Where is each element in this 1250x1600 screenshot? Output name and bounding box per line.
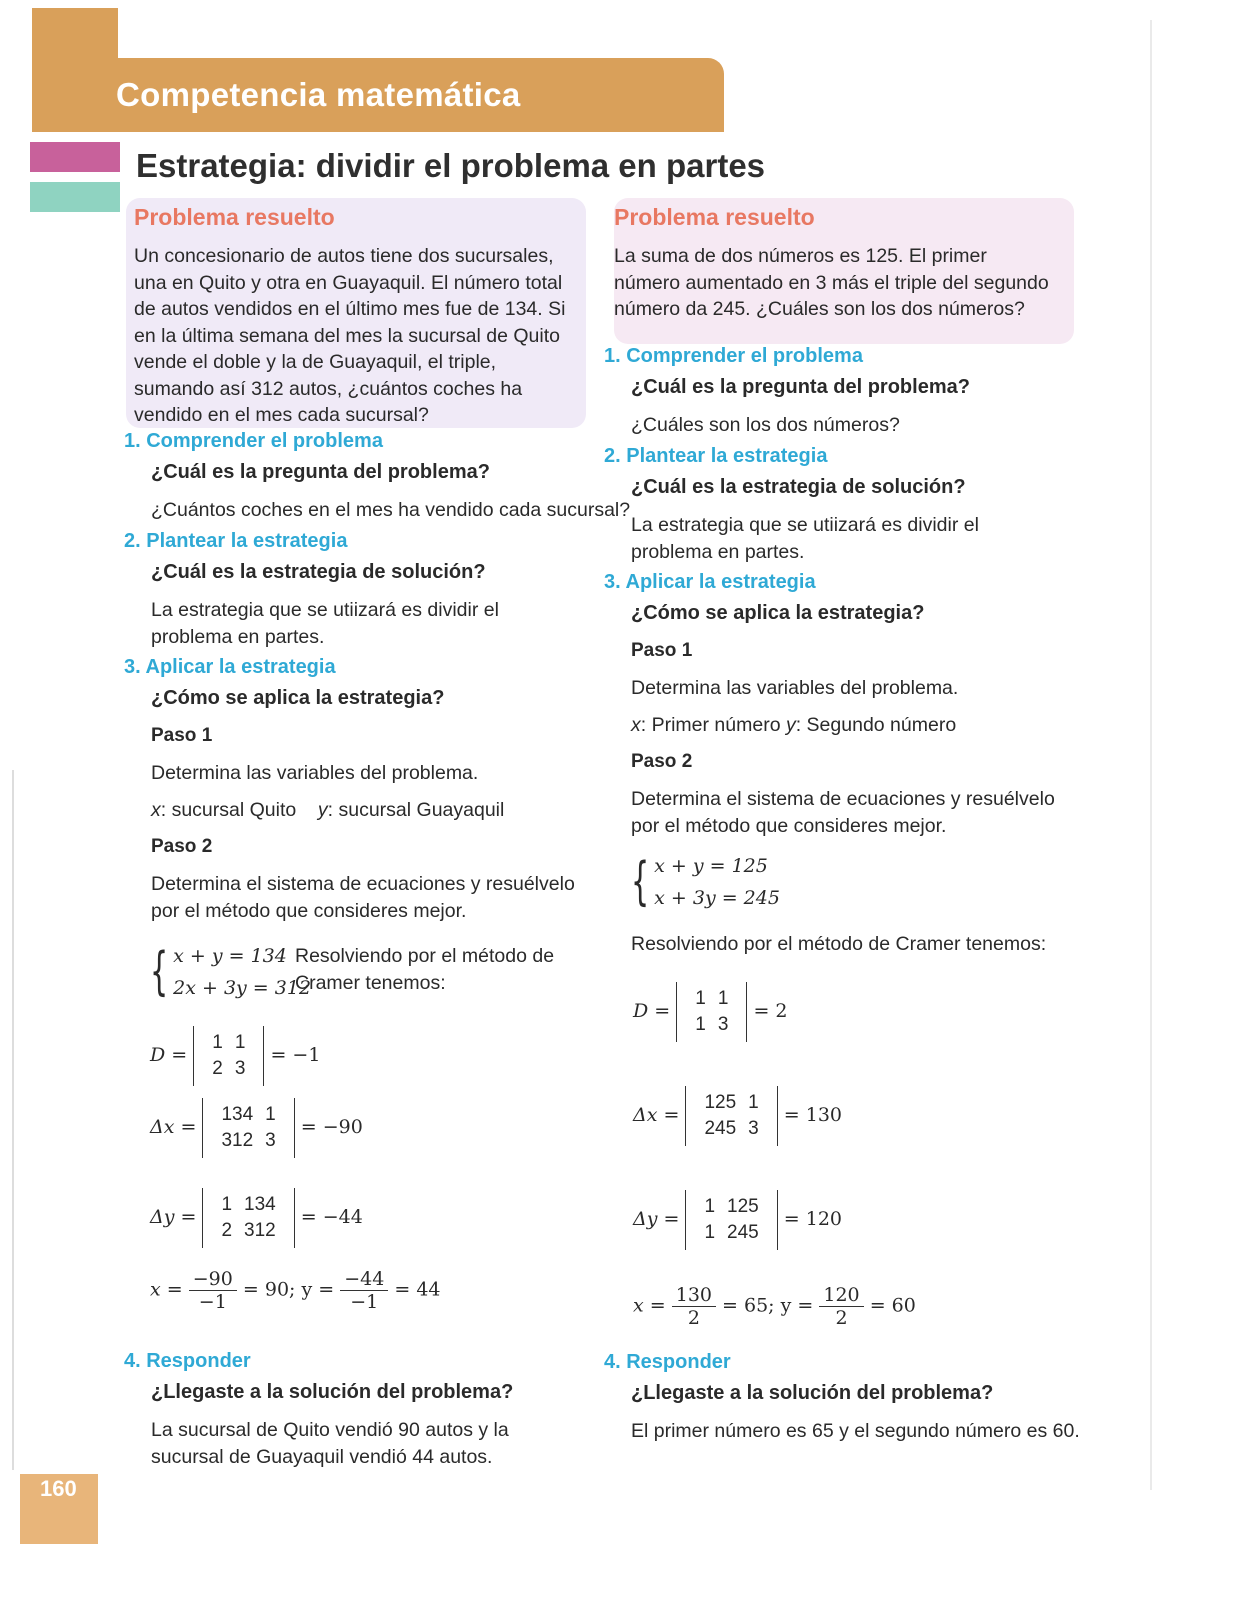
step-label-left-1: Paso 1 [151,725,213,746]
matrix-cell: 1 [717,988,729,1009]
matrix-cell: 312 [244,1220,276,1241]
problem-title-left: Problema resuelto [134,204,335,230]
det-result-right-Dx: = 130 [783,1104,843,1126]
problem-text-left: Un concesionario de autos tiene dos sucursales, una en Quito y otra en Guayaquil. El número total de autos vendidos en el último mes fue de 134. Si en la última semana del mes la sucursal de Quito vende el doble y la de Guayaquil, el triple, sumando así 312 autos, ¿cuántos coches ha vendido en el mes cada sucursal? [134,245,566,426]
determinant-D-left [150,1026,320,1086]
fraction-x-right [672,1284,716,1329]
equation-left-1: x + y = 134 [173,945,287,967]
sol-y-result-left: = 44 [394,1278,441,1301]
matrix-Dx-right [685,1086,777,1146]
matrix-cell: 1 [221,1194,233,1215]
det-label-right-Dy: Δy = [633,1208,680,1230]
determinant-Dy-right [633,1190,842,1250]
matrix-cell: 1 [695,988,706,1009]
det-result-right-D: = 2 [753,1000,788,1022]
sol-y-result-right: = 60 [869,1294,916,1317]
banner-title: Competencia matemática [116,76,521,113]
section-heading-understand-left: 1. Comprender el problema [124,430,383,452]
answer-left-4: La sucursal de Quito vendió 90 autos y la sucursal de Guayaquil vendió 44 autos. [151,1419,509,1468]
accent-stripe-teal [30,182,120,212]
matrix-cell: 312 [221,1130,254,1151]
det-result-left-Dx: = −90 [300,1116,363,1138]
section-heading-plan-right: 2. Plantear la estrategia [604,445,828,467]
fraction-denominator: −1 [350,1291,379,1313]
matrix-Dy-left [202,1188,294,1248]
problem-text-right: La suma de dos números es 125. El primer número aumentado en 3 más el triple del segundo número da 245. ¿Cuáles son los dos números? [614,245,1049,320]
answer-right-1: ¿Cuáles son los dos números? [631,414,900,436]
question-right-1: ¿Cuál es la pregunta del problema? [631,376,970,398]
question-left-3: ¿Cómo se aplica la estrategia? [151,687,445,709]
determinant-Dx-left [150,1098,363,1158]
step-label-left-2: Paso 2 [151,836,213,857]
section-heading-respond-left: 4. Responder [124,1350,251,1372]
answer-left-2: La estrategia que se utiizará es dividir el problema en partes. [151,599,499,648]
variables-left [151,797,504,824]
matrix-cell: 245 [704,1118,737,1139]
det-label-left-Dx: Δx = [150,1116,197,1138]
page-title: Estrategia: dividir el problema en partes [136,147,766,184]
fraction-x-left [189,1268,237,1313]
equation-system-right [631,850,780,914]
matrix-cell: 134 [244,1194,276,1215]
var-x-right: x [631,714,641,736]
matrix-cell: 1 [748,1092,759,1113]
equation-right-1: x + y = 125 [654,855,768,877]
matrix-cell: 125 [704,1092,737,1113]
variables-right [631,712,956,739]
det-label-left-D: D = [150,1044,188,1066]
section-heading-apply-right: 3. Aplicar la estrategia [604,571,816,593]
determinant-Dx-right [633,1086,842,1146]
question-left-2: ¿Cuál es la estrategia de solución? [151,561,486,583]
step-label-right-1: Paso 1 [631,640,693,661]
page-edge-line-right [1150,20,1152,1490]
fraction-numerator: 120 [819,1284,863,1307]
page-number: 160 [40,1476,77,1501]
answer-right-4: El primer número es 65 y el segundo número es 60. [631,1420,1080,1442]
matrix-cell: 3 [717,1014,729,1035]
det-label-left-Dy: Δy = [150,1206,197,1228]
var-y-label-left: : sucursal Guayaquil [327,799,505,821]
page-edge-line [12,770,14,1470]
matrix-cell: 3 [265,1130,276,1151]
section-heading-plan-left: 2. Plantear la estrategia [124,530,348,552]
step-text-left-2: Determina el sistema de ecuaciones y resuélvelo por el método que consideres mejor. [151,873,575,922]
fraction-y-right [819,1284,863,1329]
fraction-y-left [340,1268,388,1313]
brace-icon: { [150,942,169,1002]
brace-icon: { [631,852,650,912]
matrix-cell: 1 [265,1104,276,1125]
var-y-left: y [317,799,328,821]
matrix-cell: 1 [695,1014,706,1035]
step-text-right-1: Determina las variables del problema. [631,677,959,699]
determinant-D-right [633,982,788,1042]
matrix-D-right [676,982,747,1042]
matrix-cell: 3 [748,1118,759,1139]
det-result-left-Dy: = −44 [300,1206,363,1228]
matrix-cell: 125 [727,1196,759,1217]
step-text-right-2: Determina el sistema de ecuaciones y resuélvelo por el método que consideres mejor. [631,788,1055,837]
fraction-denominator: 2 [835,1307,848,1329]
answer-left-1: ¿Cuántos coches en el mes ha vendido cada sucursal? [151,499,631,521]
matrix-cell: 134 [221,1104,254,1125]
section-heading-apply-left: 3. Aplicar la estrategia [124,656,336,678]
fraction-denominator: 2 [687,1307,700,1329]
question-right-3: ¿Cómo se aplica la estrategia? [631,602,925,624]
matrix-cell: 3 [234,1058,246,1079]
fraction-numerator: −90 [189,1268,237,1291]
question-left-1: ¿Cuál es la pregunta del problema? [151,461,490,483]
sol-x-result-right: = 65; y = [722,1294,814,1317]
question-left-4: ¿Llegaste a la solución del problema? [151,1381,514,1403]
det-result-left-D: = −1 [270,1044,321,1066]
matrix-cell: 1 [704,1222,716,1243]
fraction-denominator: −1 [198,1291,227,1313]
var-x-label-left: : sucursal Quito [160,799,297,821]
accent-stripe-pink [30,142,120,172]
matrix-cell: 2 [221,1220,233,1241]
determinant-Dy-left [150,1188,363,1248]
fraction-numerator: 130 [672,1284,716,1307]
var-x-left: x [151,799,161,821]
matrix-D-left [193,1026,264,1086]
step-text-left-1: Determina las variables del problema. [151,762,479,784]
equation-left-2: 2x + 3y = 312 [173,977,312,999]
solution-left [150,1268,441,1313]
det-label-right-Dx: Δx = [633,1104,680,1126]
var-x-label-right: : Primer número [640,714,781,736]
var-y-right: y [785,714,796,736]
answer-right-2: La estrategia que se utiizará es dividir el problema en partes. [631,514,979,563]
sol-x-result-left: = 90; y = [242,1278,335,1301]
matrix-Dy-right [685,1190,777,1250]
cramer-note-right: Resolviendo por el método de Cramer tenemos: [631,933,1047,955]
question-right-2: ¿Cuál es la estrategia de solución? [631,476,966,498]
equation-right-2: x + 3y = 245 [654,887,780,909]
cramer-note-left: Resolviendo por el método de Cramer tenemos: [295,945,555,994]
section-heading-respond-right: 4. Responder [604,1351,731,1373]
matrix-cell: 245 [727,1222,759,1243]
step-label-right-2: Paso 2 [631,751,693,772]
question-right-4: ¿Llegaste a la solución del problema? [631,1382,994,1404]
matrix-cell: 1 [234,1032,246,1053]
equation-system-left [150,940,311,1004]
sol-x-prefix-right: x = [633,1294,666,1317]
matrix-Dx-left [202,1098,294,1158]
det-label-right-D: D = [633,1000,671,1022]
sol-x-prefix-left: x = [150,1278,183,1301]
problem-title-right: Problema resuelto [614,204,815,230]
matrix-cell: 2 [212,1058,223,1079]
var-y-label-right: : Segundo número [795,714,957,736]
det-result-right-Dy: = 120 [783,1208,843,1230]
matrix-cell: 1 [704,1196,716,1217]
matrix-cell: 1 [212,1032,223,1053]
solution-right [633,1284,916,1329]
section-heading-understand-right: 1. Comprender el problema [604,345,863,367]
fraction-numerator: −44 [340,1268,388,1291]
